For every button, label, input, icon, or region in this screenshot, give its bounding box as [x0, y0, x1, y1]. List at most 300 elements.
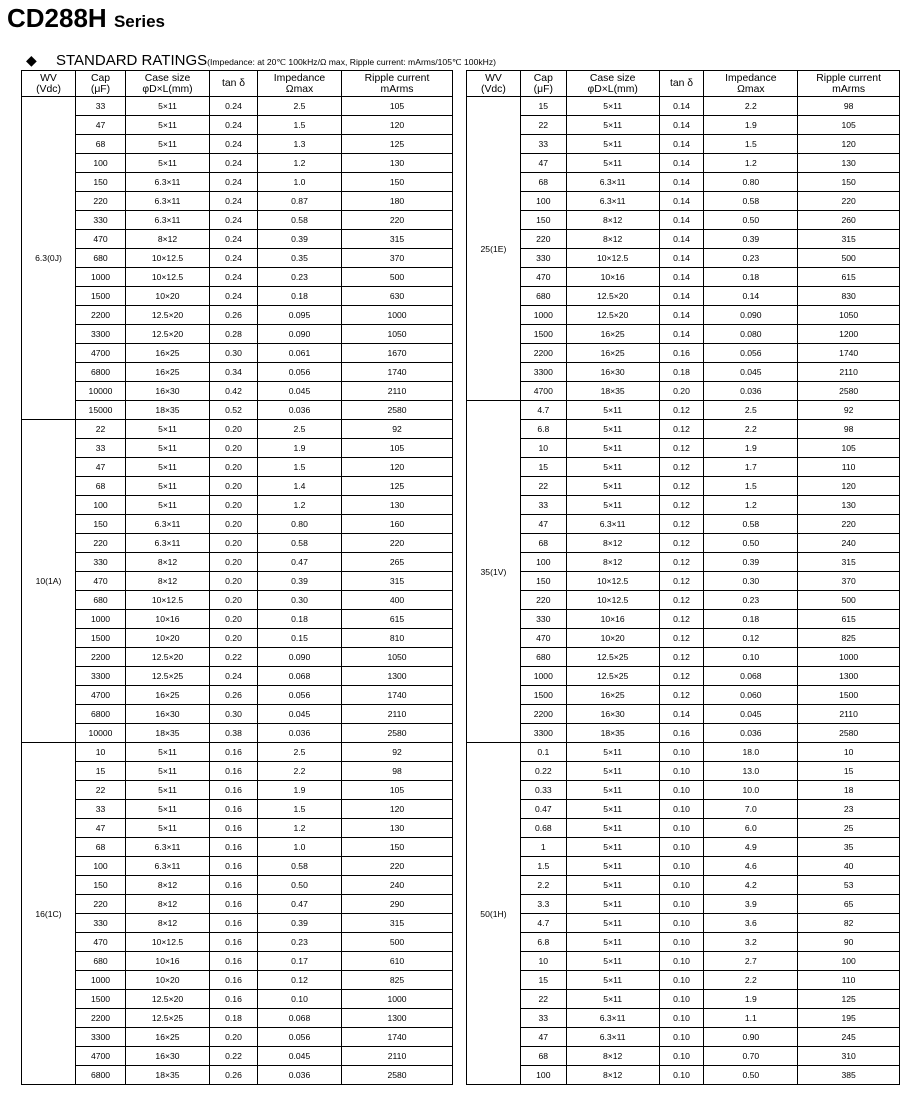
tan-delta-cell: 0.20	[210, 534, 258, 553]
table-row	[467, 458, 900, 477]
case-size-cell: 10×16	[126, 610, 210, 629]
table-row	[22, 1066, 453, 1085]
table-row	[467, 553, 900, 572]
tan-delta-cell: 0.20	[210, 591, 258, 610]
ripple-cell: 160	[342, 515, 453, 534]
ripple-cell: 25	[798, 819, 900, 838]
cap-cell: 150	[76, 173, 126, 192]
impedance-cell: 2.2	[704, 420, 798, 439]
case-size-cell: 8×12	[126, 230, 210, 249]
header-wv-line2: (Vdc)	[36, 83, 61, 95]
impedance-cell: 1.5	[258, 800, 342, 819]
cap-cell: 68	[76, 838, 126, 857]
case-size-cell: 12.5×25	[566, 667, 659, 686]
table-row	[22, 287, 453, 306]
table-row	[467, 477, 900, 496]
tan-delta-cell: 0.24	[210, 97, 258, 116]
table-row	[22, 1047, 453, 1066]
impedance-cell: 0.045	[258, 1047, 342, 1066]
cap-cell: 3300	[520, 724, 566, 743]
impedance-cell: 0.50	[704, 211, 798, 230]
table-row	[22, 743, 453, 762]
table-row	[22, 306, 453, 325]
cap-cell: 68	[76, 477, 126, 496]
impedance-cell: 0.045	[704, 705, 798, 724]
ripple-cell: 260	[798, 211, 900, 230]
table-row	[467, 382, 900, 401]
tan-delta-cell: 0.16	[210, 838, 258, 857]
ripple-cell: 35	[798, 838, 900, 857]
impedance-cell: 1.9	[258, 781, 342, 800]
case-size-cell: 5×11	[566, 971, 659, 990]
impedance-cell: 2.2	[704, 97, 798, 116]
case-size-cell: 5×11	[566, 154, 659, 173]
cap-cell: 22	[76, 420, 126, 439]
case-size-cell: 5×11	[566, 762, 659, 781]
tan-delta-cell: 0.16	[210, 971, 258, 990]
ripple-cell: 150	[342, 838, 453, 857]
cap-cell: 15	[520, 97, 566, 116]
impedance-cell: 0.12	[704, 629, 798, 648]
cap-cell: 4.7	[520, 401, 566, 420]
table-row	[22, 496, 453, 515]
case-size-cell: 6.3×11	[566, 1009, 659, 1028]
ripple-cell: 220	[798, 192, 900, 211]
section-title: STANDARD RATINGS	[56, 52, 208, 69]
impedance-cell: 0.18	[258, 287, 342, 306]
cap-cell: 4700	[520, 382, 566, 401]
ripple-cell: 1000	[342, 306, 453, 325]
impedance-cell: 18.0	[704, 743, 798, 762]
tan-delta-cell: 0.24	[210, 173, 258, 192]
tan-delta-cell: 0.24	[210, 135, 258, 154]
tan-delta-cell: 0.24	[210, 154, 258, 173]
header-row	[467, 71, 900, 97]
impedance-cell: 0.056	[258, 686, 342, 705]
table-row	[22, 116, 453, 135]
cap-cell: 0.68	[520, 819, 566, 838]
cap-cell: 22	[520, 477, 566, 496]
ripple-cell: 315	[342, 230, 453, 249]
cap-cell: 100	[520, 192, 566, 211]
tan-delta-cell: 0.14	[659, 173, 704, 192]
case-size-cell: 8×12	[126, 876, 210, 895]
case-size-cell: 10×12.5	[566, 249, 659, 268]
table-row	[467, 838, 900, 857]
ripple-cell: 630	[342, 287, 453, 306]
tan-delta-cell: 0.14	[659, 135, 704, 154]
cap-cell: 15	[76, 762, 126, 781]
ripple-cell: 92	[798, 401, 900, 420]
case-size-cell: 5×11	[566, 914, 659, 933]
impedance-cell: 0.090	[704, 306, 798, 325]
cap-cell: 4700	[76, 344, 126, 363]
tan-delta-cell: 0.10	[659, 838, 704, 857]
ripple-cell: 120	[342, 800, 453, 819]
header-imp-line1: Impedance	[273, 72, 326, 84]
impedance-cell: 0.068	[258, 1009, 342, 1028]
tan-delta-cell: 0.14	[659, 268, 704, 287]
table-row	[22, 344, 453, 363]
cap-cell: 0.22	[520, 762, 566, 781]
ripple-cell: 1500	[798, 686, 900, 705]
table-row	[22, 572, 453, 591]
table-row	[467, 800, 900, 819]
impedance-cell: 0.080	[704, 325, 798, 344]
impedance-cell: 0.30	[704, 572, 798, 591]
tan-delta-cell: 0.20	[210, 420, 258, 439]
tan-delta-cell: 0.24	[210, 116, 258, 135]
table-row	[467, 762, 900, 781]
tan-delta-cell: 0.10	[659, 1028, 704, 1047]
ripple-cell: 1670	[342, 344, 453, 363]
impedance-cell: 1.2	[258, 819, 342, 838]
case-size-cell: 5×11	[566, 876, 659, 895]
case-size-cell: 5×11	[126, 781, 210, 800]
header-wv-line1: WV	[40, 72, 57, 84]
impedance-cell: 6.0	[704, 819, 798, 838]
case-size-cell: 16×25	[126, 363, 210, 382]
impedance-cell: 2.5	[258, 97, 342, 116]
wv-group-cell: 50(1H)	[467, 743, 521, 1085]
ripple-cell: 1050	[342, 648, 453, 667]
ripple-cell: 1050	[342, 325, 453, 344]
table-row	[22, 97, 453, 116]
cap-cell: 330	[76, 553, 126, 572]
cap-cell: 1500	[76, 287, 126, 306]
ripple-cell: 105	[798, 439, 900, 458]
tan-delta-cell: 0.12	[659, 572, 704, 591]
case-size-cell: 10×12.5	[566, 591, 659, 610]
tan-delta-cell: 0.16	[210, 933, 258, 952]
ripple-cell: 1000	[798, 648, 900, 667]
impedance-cell: 7.0	[704, 800, 798, 819]
section-heading	[26, 51, 496, 71]
cap-cell: 3300	[76, 667, 126, 686]
table-row	[467, 857, 900, 876]
ripple-cell: 315	[342, 572, 453, 591]
cap-cell: 3.3	[520, 895, 566, 914]
ripple-cell: 1740	[798, 344, 900, 363]
table-row	[467, 192, 900, 211]
diamond-bullet-icon: ◆	[26, 52, 37, 68]
impedance-cell: 0.80	[704, 173, 798, 192]
case-size-cell: 5×11	[126, 116, 210, 135]
tan-delta-cell: 0.10	[659, 952, 704, 971]
ripple-cell: 1050	[798, 306, 900, 325]
cap-cell: 2200	[76, 306, 126, 325]
table-row	[22, 895, 453, 914]
cap-cell: 3300	[76, 325, 126, 344]
table-row	[467, 629, 900, 648]
header-ripple-line1: Ripple current	[816, 72, 881, 84]
ripple-cell: 370	[798, 572, 900, 591]
ripple-cell: 400	[342, 591, 453, 610]
case-size-cell: 5×11	[566, 952, 659, 971]
impedance-cell: 1.7	[704, 458, 798, 477]
ripple-cell: 2580	[342, 724, 453, 743]
header-row	[22, 71, 453, 97]
case-size-cell: 16×30	[566, 363, 659, 382]
cap-cell: 47	[76, 819, 126, 838]
tan-delta-cell: 0.10	[659, 743, 704, 762]
tan-delta-cell: 0.12	[659, 648, 704, 667]
case-size-cell: 5×11	[566, 800, 659, 819]
case-size-cell: 18×35	[566, 382, 659, 401]
case-size-cell: 10×16	[566, 268, 659, 287]
ripple-cell: 82	[798, 914, 900, 933]
ripple-cell: 2110	[798, 705, 900, 724]
tan-delta-cell: 0.10	[659, 914, 704, 933]
table-row	[467, 135, 900, 154]
case-size-cell: 5×11	[126, 800, 210, 819]
header-ripple-line2: mArms	[832, 83, 866, 95]
cap-cell: 1000	[76, 971, 126, 990]
case-size-cell: 5×11	[566, 401, 659, 420]
tan-delta-cell: 0.20	[210, 477, 258, 496]
cap-cell: 150	[520, 572, 566, 591]
cap-cell: 1000	[76, 268, 126, 287]
impedance-cell: 0.47	[258, 553, 342, 572]
impedance-cell: 1.9	[704, 990, 798, 1009]
impedance-cell: 0.036	[258, 1066, 342, 1085]
tan-delta-cell: 0.22	[210, 1047, 258, 1066]
case-size-cell: 6.3×11	[126, 173, 210, 192]
ripple-cell: 120	[798, 135, 900, 154]
ripple-cell: 1740	[342, 686, 453, 705]
impedance-cell: 0.35	[258, 249, 342, 268]
case-size-cell: 8×12	[126, 572, 210, 591]
case-size-cell: 18×35	[126, 724, 210, 743]
table-row	[467, 116, 900, 135]
tan-delta-cell: 0.10	[659, 895, 704, 914]
cap-cell: 100	[76, 154, 126, 173]
tan-delta-cell: 0.24	[210, 287, 258, 306]
cap-cell: 330	[520, 610, 566, 629]
case-size-cell: 8×12	[126, 914, 210, 933]
header-cap-line1: Cap	[533, 72, 553, 84]
case-size-cell: 5×11	[566, 838, 659, 857]
ripple-cell: 130	[798, 496, 900, 515]
ripple-cell: 610	[342, 952, 453, 971]
tan-delta-cell: 0.12	[659, 534, 704, 553]
tan-delta-cell: 0.18	[659, 363, 704, 382]
tan-delta-cell: 0.16	[210, 914, 258, 933]
case-size-cell: 16×30	[126, 705, 210, 724]
cap-cell: 6800	[76, 363, 126, 382]
cap-cell: 220	[520, 591, 566, 610]
ripple-cell: 1300	[342, 667, 453, 686]
ripple-cell: 220	[798, 515, 900, 534]
cap-cell: 6.8	[520, 420, 566, 439]
table-row	[467, 971, 900, 990]
cap-cell: 33	[76, 800, 126, 819]
impedance-cell: 0.18	[258, 610, 342, 629]
tan-delta-cell: 0.16	[210, 857, 258, 876]
table-row	[467, 249, 900, 268]
cap-cell: 6800	[76, 1066, 126, 1085]
impedance-cell: 0.10	[258, 990, 342, 1009]
cap-cell: 15000	[76, 401, 126, 420]
ripple-cell: 1000	[342, 990, 453, 1009]
case-size-cell: 10×12.5	[126, 933, 210, 952]
tan-delta-cell: 0.12	[659, 686, 704, 705]
cap-cell: 100	[76, 496, 126, 515]
ripple-cell: 315	[798, 553, 900, 572]
impedance-cell: 1.2	[258, 496, 342, 515]
tan-delta-cell: 0.24	[210, 667, 258, 686]
tan-delta-cell: 0.10	[659, 1009, 704, 1028]
case-size-cell: 18×35	[126, 401, 210, 420]
ripple-cell: 810	[342, 629, 453, 648]
tan-delta-cell: 0.16	[210, 952, 258, 971]
impedance-cell: 0.10	[704, 648, 798, 667]
header-imp-line1: Impedance	[725, 72, 777, 84]
table-row	[22, 192, 453, 211]
ripple-cell: 125	[798, 990, 900, 1009]
ripple-cell: 90	[798, 933, 900, 952]
ripple-cell: 98	[342, 762, 453, 781]
tan-delta-cell: 0.30	[210, 344, 258, 363]
ripple-cell: 105	[342, 439, 453, 458]
case-size-cell: 8×12	[126, 895, 210, 914]
impedance-cell: 2.5	[258, 420, 342, 439]
tan-delta-cell: 0.16	[210, 876, 258, 895]
impedance-cell: 0.045	[258, 382, 342, 401]
header-impedance	[258, 71, 342, 97]
ripple-cell: 2580	[342, 401, 453, 420]
tan-delta-cell: 0.14	[659, 325, 704, 344]
header-imp-line2: Ωmax	[737, 83, 765, 95]
table-row	[22, 268, 453, 287]
ripple-cell: 500	[342, 268, 453, 287]
case-size-cell: 6.3×11	[126, 857, 210, 876]
impedance-cell: 0.23	[704, 249, 798, 268]
case-size-cell: 16×30	[566, 705, 659, 724]
cap-cell: 1500	[76, 990, 126, 1009]
cap-cell: 220	[76, 534, 126, 553]
ripple-cell: 615	[798, 268, 900, 287]
impedance-cell: 0.056	[258, 363, 342, 382]
impedance-cell: 0.30	[258, 591, 342, 610]
cap-cell: 68	[520, 534, 566, 553]
ripple-cell: 245	[798, 1028, 900, 1047]
tan-delta-cell: 0.26	[210, 306, 258, 325]
table-row	[22, 724, 453, 743]
impedance-cell: 0.045	[704, 363, 798, 382]
tan-delta-cell: 0.12	[659, 553, 704, 572]
cap-cell: 33	[76, 97, 126, 116]
ripple-cell: 825	[798, 629, 900, 648]
tan-delta-cell: 0.16	[210, 895, 258, 914]
wv-group-cell: 35(1V)	[467, 401, 521, 743]
impedance-cell: 0.39	[258, 572, 342, 591]
cap-cell: 470	[520, 629, 566, 648]
impedance-cell: 0.47	[258, 895, 342, 914]
case-size-cell: 16×25	[566, 344, 659, 363]
ripple-cell: 240	[342, 876, 453, 895]
table-row	[467, 876, 900, 895]
cap-cell: 680	[520, 648, 566, 667]
header-tan-line1: tan δ	[669, 78, 694, 89]
impedance-cell: 0.58	[258, 211, 342, 230]
impedance-cell: 2.2	[704, 971, 798, 990]
cap-cell: 1000	[520, 306, 566, 325]
tan-delta-cell: 0.34	[210, 363, 258, 382]
tan-delta-cell: 0.18	[210, 1009, 258, 1028]
ripple-cell: 40	[798, 857, 900, 876]
tan-delta-cell: 0.20	[210, 610, 258, 629]
ripple-cell: 15	[798, 762, 900, 781]
tan-delta-cell: 0.16	[210, 762, 258, 781]
table-row	[22, 781, 453, 800]
impedance-cell: 0.80	[258, 515, 342, 534]
ratings-table-left	[21, 70, 453, 1085]
cap-cell: 68	[76, 135, 126, 154]
ripple-cell: 2110	[342, 1047, 453, 1066]
cap-cell: 100	[520, 553, 566, 572]
wv-group-cell: 6.3(0J)	[22, 97, 76, 420]
impedance-cell: 0.060	[704, 686, 798, 705]
table-row	[467, 667, 900, 686]
ripple-cell: 385	[798, 1066, 900, 1085]
impedance-cell: 0.090	[258, 648, 342, 667]
cap-cell: 10	[520, 952, 566, 971]
cap-cell: 47	[520, 154, 566, 173]
cap-cell: 10	[520, 439, 566, 458]
impedance-cell: 0.036	[258, 724, 342, 743]
ripple-cell: 18	[798, 781, 900, 800]
impedance-cell: 3.2	[704, 933, 798, 952]
header-case-line1: Case size	[144, 72, 191, 84]
case-size-cell: 5×11	[126, 154, 210, 173]
table-row	[22, 154, 453, 173]
impedance-cell: 1.2	[704, 496, 798, 515]
cap-cell: 680	[76, 591, 126, 610]
tan-delta-cell: 0.10	[659, 1066, 704, 1085]
ripple-cell: 500	[798, 591, 900, 610]
tan-delta-cell: 0.10	[659, 1047, 704, 1066]
tan-delta-cell: 0.14	[659, 249, 704, 268]
tan-delta-cell: 0.14	[659, 211, 704, 230]
ripple-cell: 105	[798, 116, 900, 135]
impedance-cell: 2.7	[704, 952, 798, 971]
impedance-cell: 0.58	[258, 534, 342, 553]
impedance-cell: 0.50	[258, 876, 342, 895]
table-row	[22, 800, 453, 819]
ripple-cell: 2110	[342, 705, 453, 724]
ripple-cell: 150	[342, 173, 453, 192]
cap-cell: 220	[520, 230, 566, 249]
tan-delta-cell: 0.16	[659, 344, 704, 363]
tan-delta-cell: 0.10	[659, 800, 704, 819]
case-size-cell: 10×12.5	[126, 268, 210, 287]
table-row	[22, 553, 453, 572]
case-size-cell: 5×11	[566, 990, 659, 1009]
case-size-cell: 5×11	[126, 458, 210, 477]
ripple-cell: 2580	[798, 382, 900, 401]
tan-delta-cell: 0.12	[659, 477, 704, 496]
header-case-size	[126, 71, 210, 97]
tan-delta-cell: 0.20	[210, 496, 258, 515]
tan-delta-cell: 0.38	[210, 724, 258, 743]
cap-cell: 47	[520, 1028, 566, 1047]
case-size-cell: 5×11	[566, 458, 659, 477]
table-row	[467, 534, 900, 553]
table-row	[22, 325, 453, 344]
impedance-cell: 1.0	[258, 173, 342, 192]
case-size-cell: 6.3×11	[126, 838, 210, 857]
